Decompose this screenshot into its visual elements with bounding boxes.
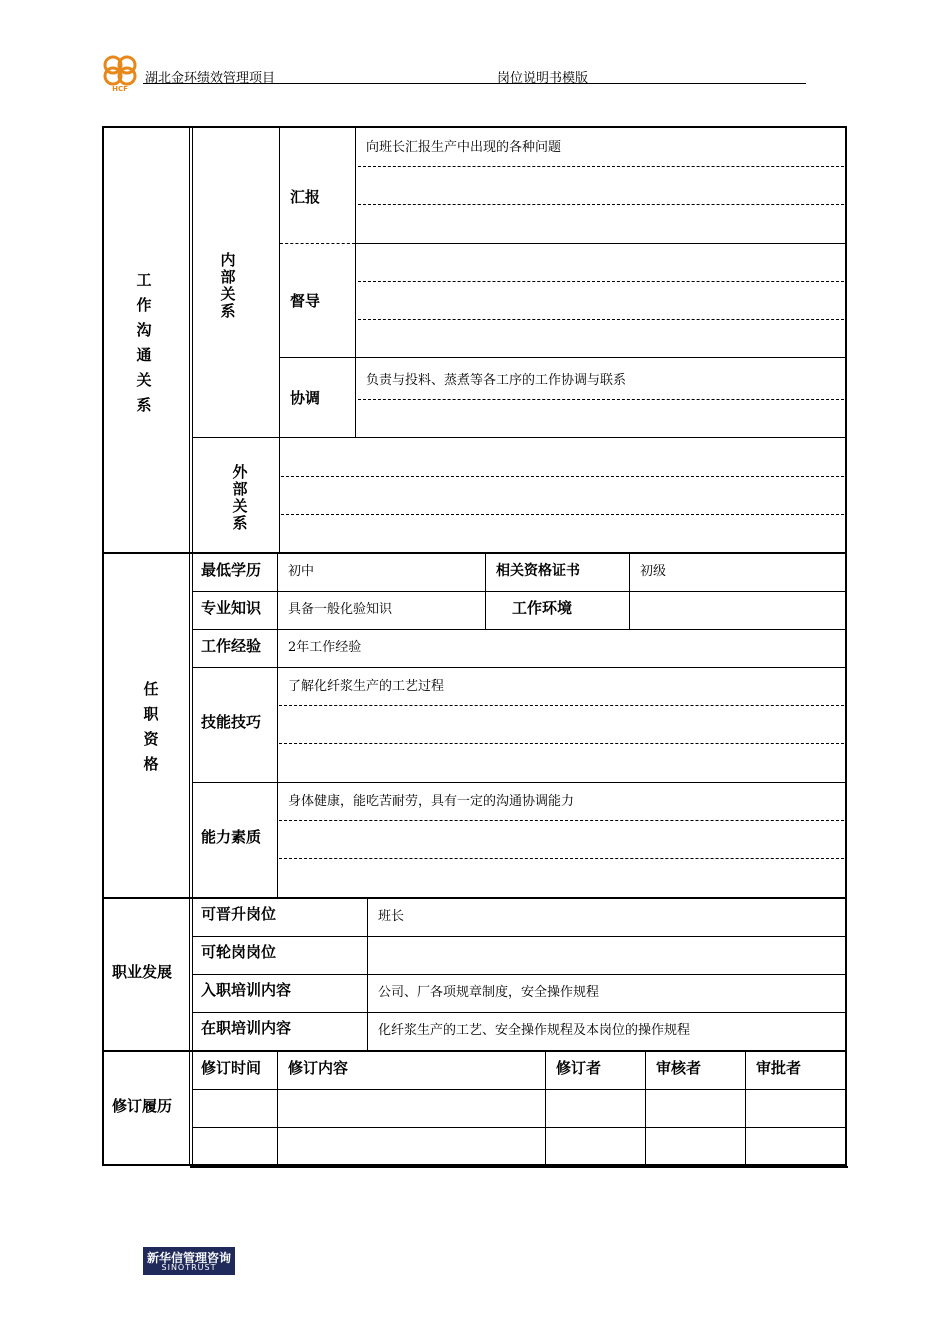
education-label: 最低学历: [201, 561, 262, 579]
col-revision-content: 修订内容: [288, 1059, 349, 1077]
divider: [193, 629, 846, 630]
divider: [277, 553, 278, 897]
write-line: [281, 476, 844, 477]
skill-label: 技能技巧: [201, 713, 262, 731]
certificate-value: 初级: [640, 564, 667, 579]
promote-label: 可晋升岗位: [201, 905, 277, 923]
divider: [193, 782, 846, 783]
write-line: [279, 858, 844, 859]
divider: [355, 128, 356, 438]
divider: [279, 128, 280, 552]
divider: [189, 128, 190, 1164]
divider: [280, 357, 846, 358]
col-approver: 审批者: [756, 1059, 802, 1077]
project-title: 湖北金环绩效管理项目: [145, 71, 276, 86]
write-line: [358, 166, 844, 167]
supervise-label: 督导: [290, 292, 321, 310]
induction-training-label: 入职培训内容: [201, 981, 292, 999]
experience-value: 2年工作经验: [288, 640, 362, 655]
divider: [355, 243, 846, 244]
promote-value: 班长: [378, 909, 405, 924]
write-line: [358, 319, 844, 320]
work-environment-label: 工作环境: [512, 599, 573, 617]
divider: [104, 552, 846, 554]
brand-cn: 新华信管理咨询: [146, 1251, 231, 1265]
coordinate-value: 负责与投料、蒸煮等各工序的工作协调与联系: [366, 373, 627, 388]
certificate-label: 相关资格证书: [496, 563, 580, 579]
divider: [545, 1051, 546, 1168]
col-reviser: 修订者: [556, 1059, 602, 1077]
hcf-logo: [100, 52, 140, 92]
divider: [193, 1089, 846, 1090]
ability-label: 能力素质: [201, 828, 262, 846]
divider: [193, 1127, 846, 1128]
divider: [190, 1166, 848, 1168]
sinotrust-logo: [143, 1247, 235, 1275]
write-line: [358, 204, 844, 205]
ability-value: 身体健康，能吃苦耐劳，具有一定的沟通协调能力: [288, 794, 575, 809]
onjob-training-value: 化纤浆生产的工艺、安全操作规程及本岗位的操作规程: [378, 1023, 691, 1038]
divider: [277, 1051, 278, 1168]
divider: [193, 437, 846, 438]
divider: [193, 936, 846, 937]
knowledge-label: 专业知识: [201, 599, 262, 617]
education-value: 初中: [288, 564, 315, 579]
header-rule: [143, 83, 806, 84]
coordinate-label: 协调: [290, 389, 321, 407]
divider: [193, 974, 846, 975]
internal-relations-label: 内部关系: [220, 251, 236, 320]
logo-text: HCF: [112, 85, 128, 92]
write-line: [279, 743, 844, 744]
experience-label: 工作经验: [201, 637, 262, 655]
divider: [193, 591, 846, 592]
section-communication: 工作沟通关系: [136, 271, 152, 414]
divider: [104, 897, 846, 899]
divider: [193, 1012, 846, 1013]
divider: [645, 1051, 646, 1168]
section-revision: 修订履历: [112, 1097, 173, 1115]
brand-en: SINOTRUST: [161, 1263, 217, 1272]
col-revision-time: 修订时间: [201, 1059, 262, 1077]
induction-training-value: 公司、厂各项规章制度，安全操作规程: [378, 985, 600, 1000]
divider: [192, 128, 193, 1164]
divider: [104, 1050, 846, 1052]
write-line: [279, 820, 844, 821]
external-relations-label: 外部关系: [232, 463, 248, 532]
section-qualification: 任职资格: [143, 680, 159, 773]
write-line: [279, 705, 844, 706]
skill-value: 了解化纤浆生产的工艺过程: [288, 679, 445, 694]
section-career: 职业发展: [112, 963, 173, 981]
write-line: [281, 514, 844, 515]
write-line: [358, 399, 844, 400]
doc-type: 岗位说明书模版: [497, 71, 589, 86]
divider: [193, 667, 846, 668]
divider: [280, 243, 355, 244]
report-value: 向班长汇报生产中出现的各种问题: [366, 140, 562, 155]
write-line: [358, 281, 844, 282]
onjob-training-label: 在职培训内容: [201, 1019, 292, 1037]
knowledge-value: 具备一般化验知识: [288, 602, 393, 617]
report-label: 汇报: [290, 188, 321, 206]
rotate-label: 可轮岗岗位: [201, 943, 277, 961]
divider: [745, 1051, 746, 1168]
col-auditor: 审核者: [656, 1059, 702, 1077]
